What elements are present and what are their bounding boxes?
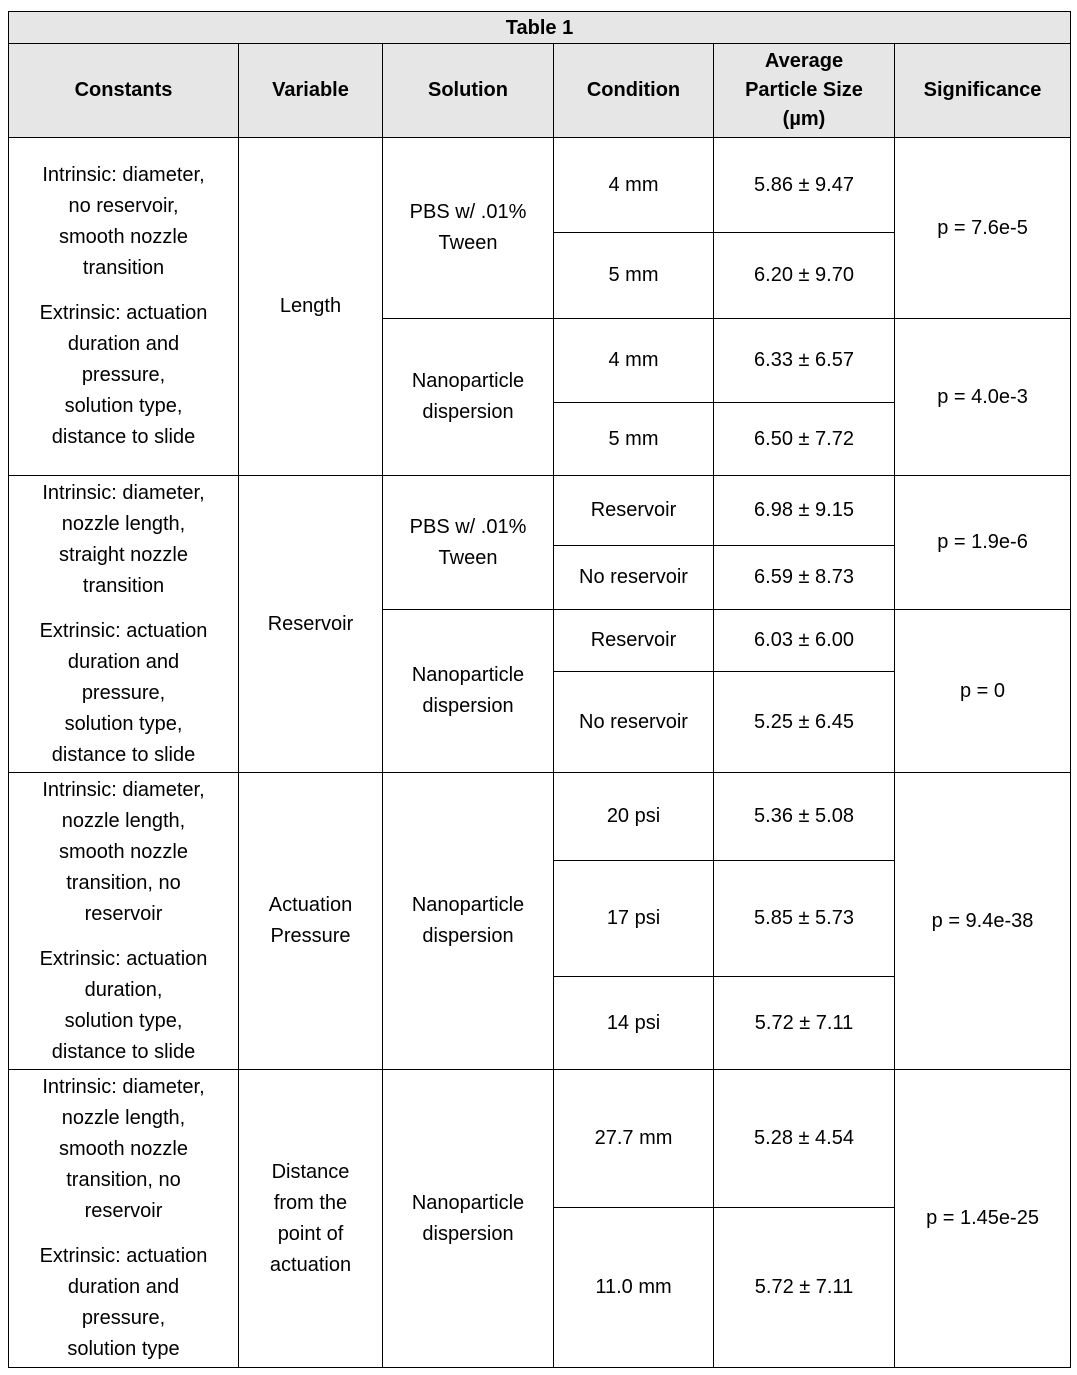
condition-cell: Reservoir <box>554 476 714 546</box>
condition-cell: Reservoir <box>554 610 714 672</box>
constants-cell <box>9 138 239 476</box>
constants-cell <box>9 1070 239 1368</box>
extrinsic-constants: Extrinsic: actuation duration and pressure, solution type, distance to slide <box>39 302 208 448</box>
particle-size-cell: 6.33 ± 6.57 <box>714 319 895 403</box>
table-title: Table 1 <box>9 12 1071 44</box>
solution-cell: PBS w/ .01% Tween <box>383 138 554 319</box>
header-solution: Solution <box>383 44 554 138</box>
variable-cell: Reservoir <box>239 476 383 773</box>
extrinsic-constants: Extrinsic: actuation duration and pressure, solution type, distance to slide <box>39 619 208 766</box>
particle-size-cell: 5.85 ± 5.73 <box>714 861 895 977</box>
solution-cell: Nanoparticle dispersion <box>383 773 554 1070</box>
significance-cell: p = 9.4e-38 <box>895 773 1071 1070</box>
table-body <box>9 138 1071 1368</box>
condition-cell: 20 psi <box>554 773 714 861</box>
results-table <box>8 11 1071 1368</box>
particle-size-cell: 5.25 ± 6.45 <box>714 672 895 773</box>
variable-cell: Distance from the point of actuation <box>239 1070 383 1368</box>
solution-cell: PBS w/ .01% Tween <box>383 476 554 610</box>
intrinsic-constants: Intrinsic: diameter, no reservoir, smooth nozzle transition <box>42 164 205 279</box>
header-constants: Constants <box>9 44 239 138</box>
header-variable: Variable <box>239 44 383 138</box>
particle-size-cell: 6.03 ± 6.00 <box>714 610 895 672</box>
condition-cell: 11.0 mm <box>554 1208 714 1368</box>
constants-cell <box>9 476 239 773</box>
header-average-particle-size: Average Particle Size (µm) <box>714 44 895 138</box>
particle-size-cell: 5.72 ± 7.11 <box>714 1208 895 1368</box>
particle-size-cell: 6.98 ± 9.15 <box>714 476 895 546</box>
particle-size-cell: 5.86 ± 9.47 <box>714 138 895 233</box>
condition-cell: 4 mm <box>554 138 714 233</box>
particle-size-cell: 6.50 ± 7.72 <box>714 403 895 476</box>
intrinsic-constants: Intrinsic: diameter, nozzle length, smooth nozzle transition, no reservoir <box>42 778 205 925</box>
extrinsic-constants: Extrinsic: actuation duration, solution type, distance to slide <box>39 947 208 1063</box>
intrinsic-constants: Intrinsic: diameter, nozzle length, straight nozzle transition <box>42 481 205 597</box>
solution-cell: Nanoparticle dispersion <box>383 1070 554 1368</box>
significance-cell: p = 4.0e-3 <box>895 319 1071 476</box>
particle-size-cell: 5.36 ± 5.08 <box>714 773 895 861</box>
significance-cell: p = 1.45e-25 <box>895 1070 1071 1368</box>
condition-cell: 5 mm <box>554 403 714 476</box>
variable-cell: Actuation Pressure <box>239 773 383 1070</box>
intrinsic-constants: Intrinsic: diameter, nozzle length, smooth nozzle transition, no reservoir <box>42 1076 205 1222</box>
particle-size-cell: 5.72 ± 7.11 <box>714 977 895 1070</box>
extrinsic-constants: Extrinsic: actuation duration and pressure, solution type <box>39 1245 208 1360</box>
particle-size-cell: 5.28 ± 4.54 <box>714 1070 895 1208</box>
table-row <box>9 773 1071 861</box>
significance-cell: p = 0 <box>895 610 1071 773</box>
significance-cell: p = 1.9e-6 <box>895 476 1071 610</box>
particle-size-cell: 6.59 ± 8.73 <box>714 546 895 610</box>
table-row <box>9 138 1071 233</box>
condition-cell: No reservoir <box>554 546 714 610</box>
header-condition: Condition <box>554 44 714 138</box>
condition-cell: No reservoir <box>554 672 714 773</box>
header-significance: Significance <box>895 44 1071 138</box>
condition-cell: 27.7 mm <box>554 1070 714 1208</box>
constants-cell <box>9 773 239 1070</box>
condition-cell: 5 mm <box>554 233 714 319</box>
condition-cell: 14 psi <box>554 977 714 1070</box>
significance-cell: p = 7.6e-5 <box>895 138 1071 319</box>
variable-cell: Length <box>239 138 383 476</box>
particle-size-cell: 6.20 ± 9.70 <box>714 233 895 319</box>
solution-cell: Nanoparticle dispersion <box>383 319 554 476</box>
table-row <box>9 1070 1071 1208</box>
table-row <box>9 476 1071 546</box>
condition-cell: 4 mm <box>554 319 714 403</box>
solution-cell: Nanoparticle dispersion <box>383 610 554 773</box>
condition-cell: 17 psi <box>554 861 714 977</box>
